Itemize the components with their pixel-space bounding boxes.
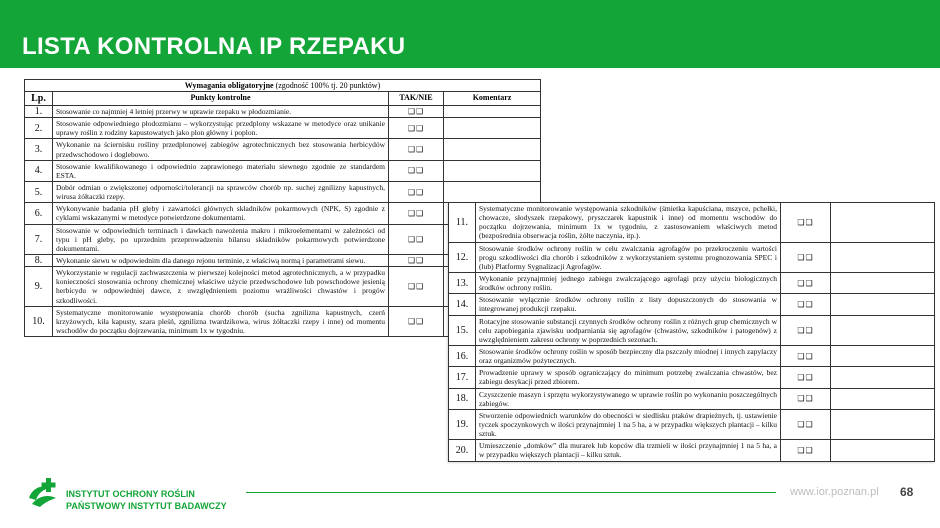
row-description: Systematyczne monitorowanie występowania szkodników (śmietka kapuściana, mszyce, pchełki, chowacze, słodyszek rzepakowy, pryszczarek kapustnik i inne) od momentu wschodów do początku dojrzewania, minimum 1x w tygodniu, z zastosowaniem właściwych metod (bezpośrednia obserwacja roślin, żółte naczynia, itp.). — [476, 203, 781, 243]
row-number: 16. — [449, 345, 476, 366]
row-description: Stosowanie kwalifikowanego i odpowiednio zaprawionego materiału siewnego zgodnie ze standardem ESTA. — [53, 160, 389, 181]
comment-cell[interactable] — [444, 181, 541, 202]
row-number: 5. — [25, 181, 53, 202]
comment-cell[interactable] — [831, 440, 935, 461]
yes-no-checkboxes[interactable]: ❑❑ — [781, 242, 831, 272]
table-row — [449, 203, 935, 243]
yes-no-checkboxes[interactable]: ❑❑ — [389, 267, 444, 307]
ior-logo-icon — [26, 476, 60, 510]
table-row — [25, 118, 541, 139]
table-row — [449, 367, 935, 388]
institute-subtitle: PAŃSTWOWY INSTYTUT BADAWCZY — [66, 501, 227, 511]
row-number: 9. — [25, 267, 53, 307]
yes-no-checkboxes[interactable]: ❑❑ — [781, 367, 831, 388]
row-description: Wykonanie siewu w odpowiednim dla danego rejonu terminie, z właściwą normą i parametrami siewu. — [53, 254, 389, 266]
row-description: Wykonanie na ściernisku rośliny przedplonowej zabiegów agrotechnicznych bez stosowania herbicydów przedwschodowo i doglebowo. — [53, 139, 389, 160]
table-row — [449, 242, 935, 272]
yes-no-checkboxes[interactable]: ❑❑ — [781, 315, 831, 345]
comment-cell[interactable] — [444, 139, 541, 160]
yes-no-checkboxes[interactable]: ❑❑ — [781, 272, 831, 293]
row-description: Umieszczenie „domków” dla murarek lub kopców dla trzmieli w ilości przynajmniej 1 na 5 ha, a w przypadku większych plantacji – kilku sztuk. — [476, 440, 781, 461]
row-number: 13. — [449, 272, 476, 293]
yes-no-checkboxes[interactable]: ❑❑ — [389, 203, 444, 224]
yes-no-checkboxes[interactable]: ❑❑ — [781, 388, 831, 409]
row-description: Stosowanie co najmniej 4 letniej przerwy w uprawie rzepaku w płodozmianie. — [53, 106, 389, 118]
table-row — [25, 139, 541, 160]
row-number: 12. — [449, 242, 476, 272]
yes-no-checkboxes[interactable]: ❑❑ — [781, 440, 831, 461]
title-bar — [0, 0, 940, 68]
comment-cell[interactable] — [831, 294, 935, 315]
table-row — [449, 294, 935, 315]
column-header-yesno: TAK/NIE — [389, 92, 444, 106]
row-number: 15. — [449, 315, 476, 345]
row-description: Stosowanie środków ochrony roślin w celu zwalczania agrofagów po przekroczeniu wartości progu szkodliwości dla chorób i szkodników z wykorzystaniem systemu prognozowania SPEC i (lub) Platformy Sygnalizacji Agrofagów. — [476, 242, 781, 272]
column-header-points: Punkty kontrolne — [53, 92, 389, 106]
table-row — [449, 409, 935, 439]
table-row — [25, 181, 541, 202]
row-number: 20. — [449, 440, 476, 461]
comment-cell[interactable] — [831, 315, 935, 345]
checklist-table-right — [448, 202, 935, 462]
comment-cell[interactable] — [831, 272, 935, 293]
comment-cell[interactable] — [444, 106, 541, 118]
row-number: 11. — [449, 203, 476, 243]
yes-no-checkboxes[interactable]: ❑❑ — [389, 106, 444, 118]
column-header-comment: Komentarz — [444, 92, 541, 106]
table-row — [449, 272, 935, 293]
row-description: Stworzenie odpowiednich warunków do obecności w siedlisku ptaków drapieżnych, tj. ustawienie tyczek spoczynkowych w ilości przynajmniej 1 na 5 ha, a w przypadku większych plantacji – kilku sztuk. — [476, 409, 781, 439]
row-description: Stosowanie środków ochrony roślin w sposób bezpieczny dla pszczoły miodnej i innych zapylaczy oraz organizmów pożytecznych. — [476, 345, 781, 366]
row-description: Wykonywanie badania pH gleby i zawartości głównych składników pokarmowych (NPK, S) zgodnie z cyklami wskazanymi w metodyce potwierdzone dokumentami. — [53, 203, 389, 224]
row-number: 3. — [25, 139, 53, 160]
comment-cell[interactable] — [831, 367, 935, 388]
row-description: Stosowanie odpowiedniego płodozmianu – wykorzystując przedplony wskazane w metodyce oraz unikanie uprawy roślin z rodziny kapustowatych jako plon główny i poplon. — [53, 118, 389, 139]
comment-cell[interactable] — [831, 345, 935, 366]
yes-no-checkboxes[interactable]: ❑❑ — [389, 181, 444, 202]
row-description: Wykorzystanie w regulacji zachwaszczenia w pierwszej kolejności metod agrotechnicznych, a w przypadku konieczności stosowania ochrony chemicznej właściwe użycie przedwschodowe lub powschodowe jesienią herbicydu w odpowiedniej dawce, z uwzględnieniem poziomu wrażliwości chwastów i progów szkodliwości. — [53, 267, 389, 307]
row-description: Stosowanie w odpowiednich terminach i dawkach nawożenia makro i mikroelementami w zależności od typu i pH gleby, po uprzednim przeprowadzeniu bilansu składników pokarmowych potwierdzone dokumentami. — [53, 224, 389, 254]
row-number: 1. — [25, 106, 53, 118]
yes-no-checkboxes[interactable]: ❑❑ — [781, 294, 831, 315]
row-description: Prowadzenie uprawy w sposób ograniczający do minimum potrzebę zwalczania chwastów, bez zabiegu desykacji przed zbiorem. — [476, 367, 781, 388]
row-number: 17. — [449, 367, 476, 388]
row-description: Dobór odmian o zwiększonej odporności/tolerancji na sprawców chorób np. suchej zgnilizny kapustnych, wirusa żółtaczki rzepy. — [53, 181, 389, 202]
website-link[interactable]: www.ior.poznan.pl — [790, 486, 879, 498]
row-number: 8. — [25, 254, 53, 266]
page-number: 68 — [900, 485, 914, 499]
row-description: Systematyczne monitorowanie występowania chorób chorób (sucha zgnilizna kapustnych, czerń krzyżowych, kiła kapusty, szara pleśń, zgnilizna twardzikowa, wirus żółtaczki rzepy i inne) od momentu wschodów do początku dojrzewania, minimum 1x w tygodniu. — [53, 306, 389, 336]
table-row — [449, 315, 935, 345]
row-number: 6. — [25, 203, 53, 224]
comment-cell[interactable] — [444, 160, 541, 181]
slide-title: LISTA KONTROLNA IP RZEPAKU — [22, 33, 406, 60]
row-description: Rotacyjne stosowanie substancji czynnych środków ochrony roślin z różnych grup chemicznych w celu zapobiegania zjawisku uodparniania się agrofagów (chwastów, szkodników i patogenów) z uwzględnieniem zakresu ochrony w poprzednich sezonach. — [476, 315, 781, 345]
comment-cell[interactable] — [831, 242, 935, 272]
row-description: Wykonanie przynajmniej jednego zabiegu zwalczającego agrofagi przy użyciu biologicznych środków ochrony roślin. — [476, 272, 781, 293]
comment-cell[interactable] — [444, 118, 541, 139]
comment-cell[interactable] — [831, 388, 935, 409]
row-number: 7. — [25, 224, 53, 254]
yes-no-checkboxes[interactable]: ❑❑ — [389, 254, 444, 266]
yes-no-checkboxes[interactable]: ❑❑ — [389, 118, 444, 139]
row-number: 18. — [449, 388, 476, 409]
table-row — [449, 440, 935, 461]
table-row — [449, 345, 935, 366]
table-caption: Wymagania obligatoryjne (zgodność 100% tj. 20 punktów) — [25, 80, 541, 92]
row-number: 14. — [449, 294, 476, 315]
row-number: 2. — [25, 118, 53, 139]
yes-no-checkboxes[interactable]: ❑❑ — [389, 306, 444, 336]
institute-name: INSTYTUT OCHRONY ROŚLIN — [66, 489, 195, 499]
table-row — [25, 160, 541, 181]
footer-divider — [246, 492, 776, 493]
yes-no-checkboxes[interactable]: ❑❑ — [781, 345, 831, 366]
comment-cell[interactable] — [831, 203, 935, 243]
column-header-lp: Lp. — [25, 92, 53, 106]
row-description: Czyszczenie maszyn i sprzętu wykorzystywanego w uprawie roślin po wykonaniu poszczególnych zabiegów. — [476, 388, 781, 409]
row-number: 10. — [25, 306, 53, 336]
yes-no-checkboxes[interactable]: ❑❑ — [389, 224, 444, 254]
yes-no-checkboxes[interactable]: ❑❑ — [389, 160, 444, 181]
yes-no-checkboxes[interactable]: ❑❑ — [781, 409, 831, 439]
row-description: Stosowanie wyłącznie środków ochrony roślin z listy dopuszczonych do stosowania w integrowanej produkcji rzepaku. — [476, 294, 781, 315]
row-number: 4. — [25, 160, 53, 181]
row-number: 19. — [449, 409, 476, 439]
yes-no-checkboxes[interactable]: ❑❑ — [781, 203, 831, 243]
comment-cell[interactable] — [831, 409, 935, 439]
table-row — [25, 106, 541, 118]
table-row — [449, 388, 935, 409]
yes-no-checkboxes[interactable]: ❑❑ — [389, 139, 444, 160]
